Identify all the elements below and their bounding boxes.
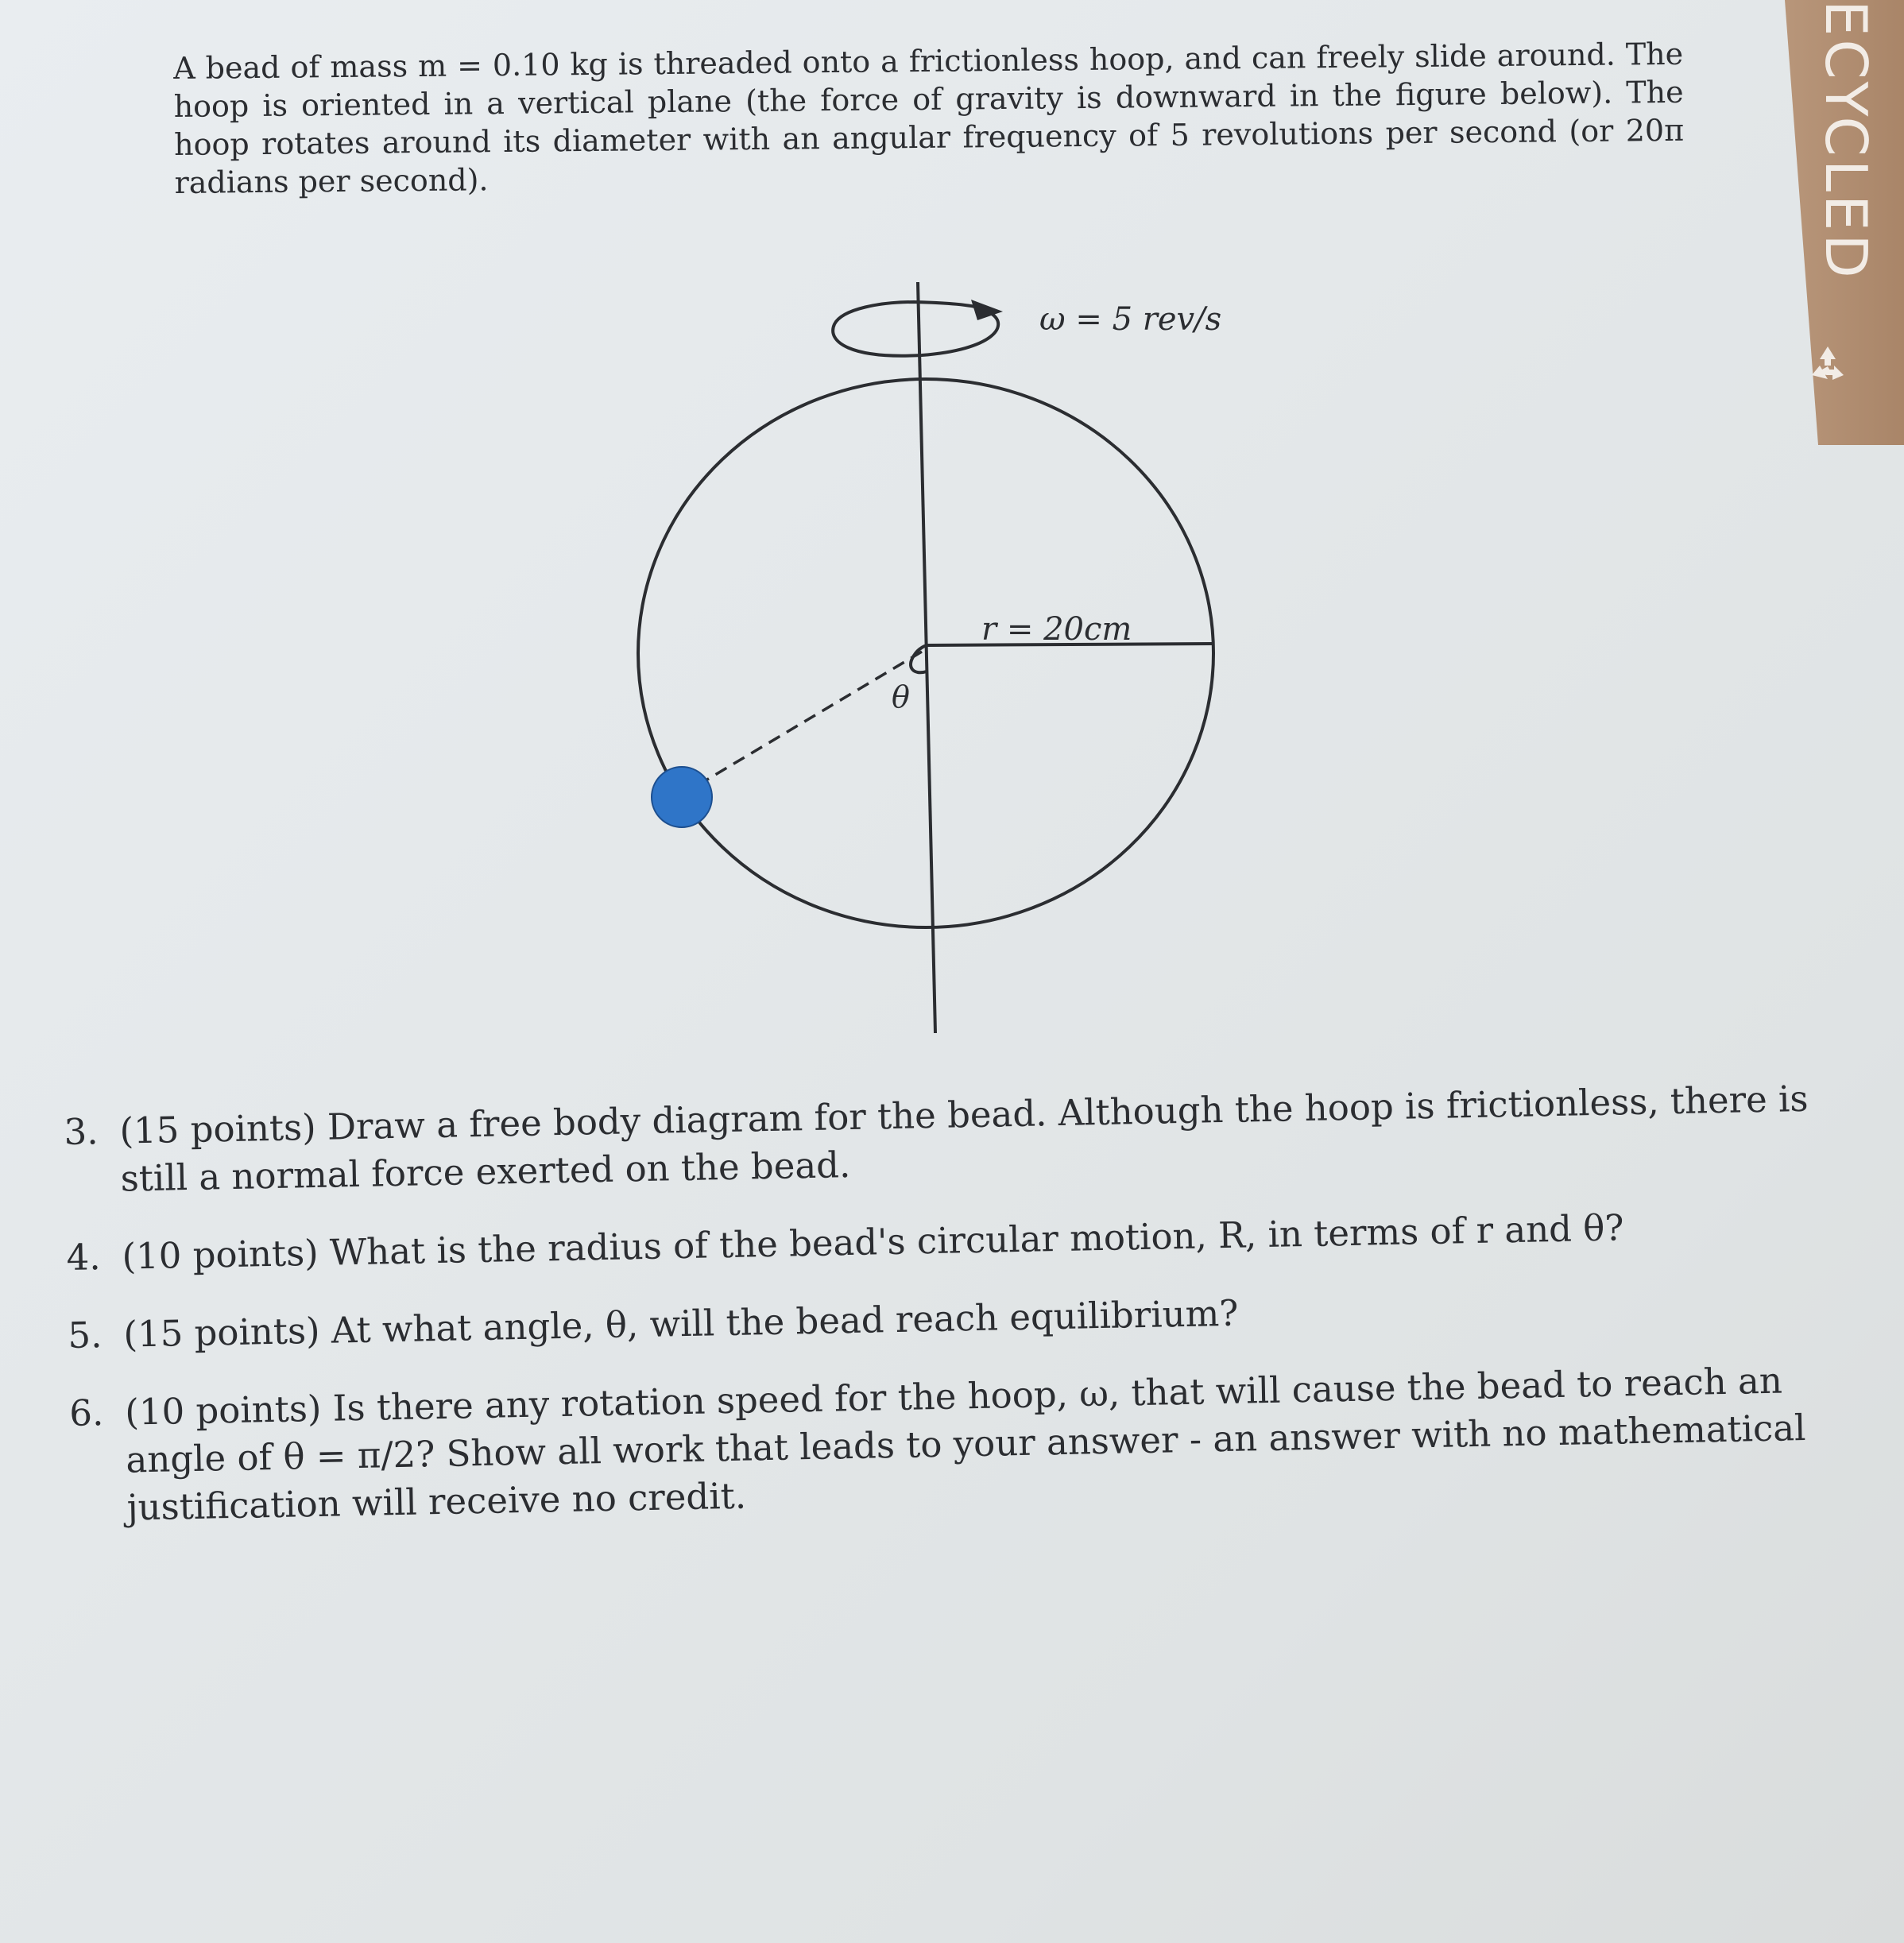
rotation-axis	[918, 282, 935, 1033]
question-list	[64, 1074, 1836, 1563]
edge-label: ECYCLED	[1813, 0, 1879, 281]
omega-label: ω = 5 rev/s	[1039, 301, 1222, 338]
problem-intro: A bead of mass m = 0.10 kg is threaded onto a frictionless hoop, and can freely slide around. The hoop is oriented in a vertical plane (the force of gravity is downward in the figure below). The hoop rotates around its diameter with an angular frequency of 5 revolutions per second (or 20π radians per second).	[173, 36, 1685, 200]
rotation-arrowhead	[971, 300, 1003, 320]
question-text: (10 points) Is there any rotation speed for the hoop, ω, that will cause the bead to reach an angle of θ = π/2? Show all work that leads to your answer - an answer with no mathematical justification will receive no credit.	[124, 1359, 1806, 1529]
question-3	[64, 1074, 1829, 1204]
question-4	[66, 1200, 1831, 1282]
question-number: 4.	[66, 1236, 102, 1279]
question-text: (10 points) What is the radius of the bead's circular motion, R, in terms of r and θ?	[122, 1206, 1624, 1278]
question-6	[69, 1356, 1836, 1533]
question-number: 5.	[67, 1314, 103, 1357]
question-number: 3.	[64, 1110, 99, 1153]
rotation-arrow-icon	[833, 302, 998, 356]
bead-dashed-line	[682, 652, 922, 795]
theta-arc	[911, 645, 927, 672]
question-number: 6.	[68, 1391, 104, 1434]
question-text: (15 points) At what angle, θ, will the bead reach equilibrium?	[122, 1291, 1239, 1356]
question-5	[68, 1278, 1832, 1360]
radius-label: r = 20cm	[981, 611, 1132, 648]
theta-label: θ	[892, 679, 910, 714]
bead	[652, 767, 712, 827]
question-text: (15 points) Draw a free body diagram for the bead. Although the hoop is frictionless, there is still a normal force exerted on the bead.	[119, 1077, 1809, 1200]
